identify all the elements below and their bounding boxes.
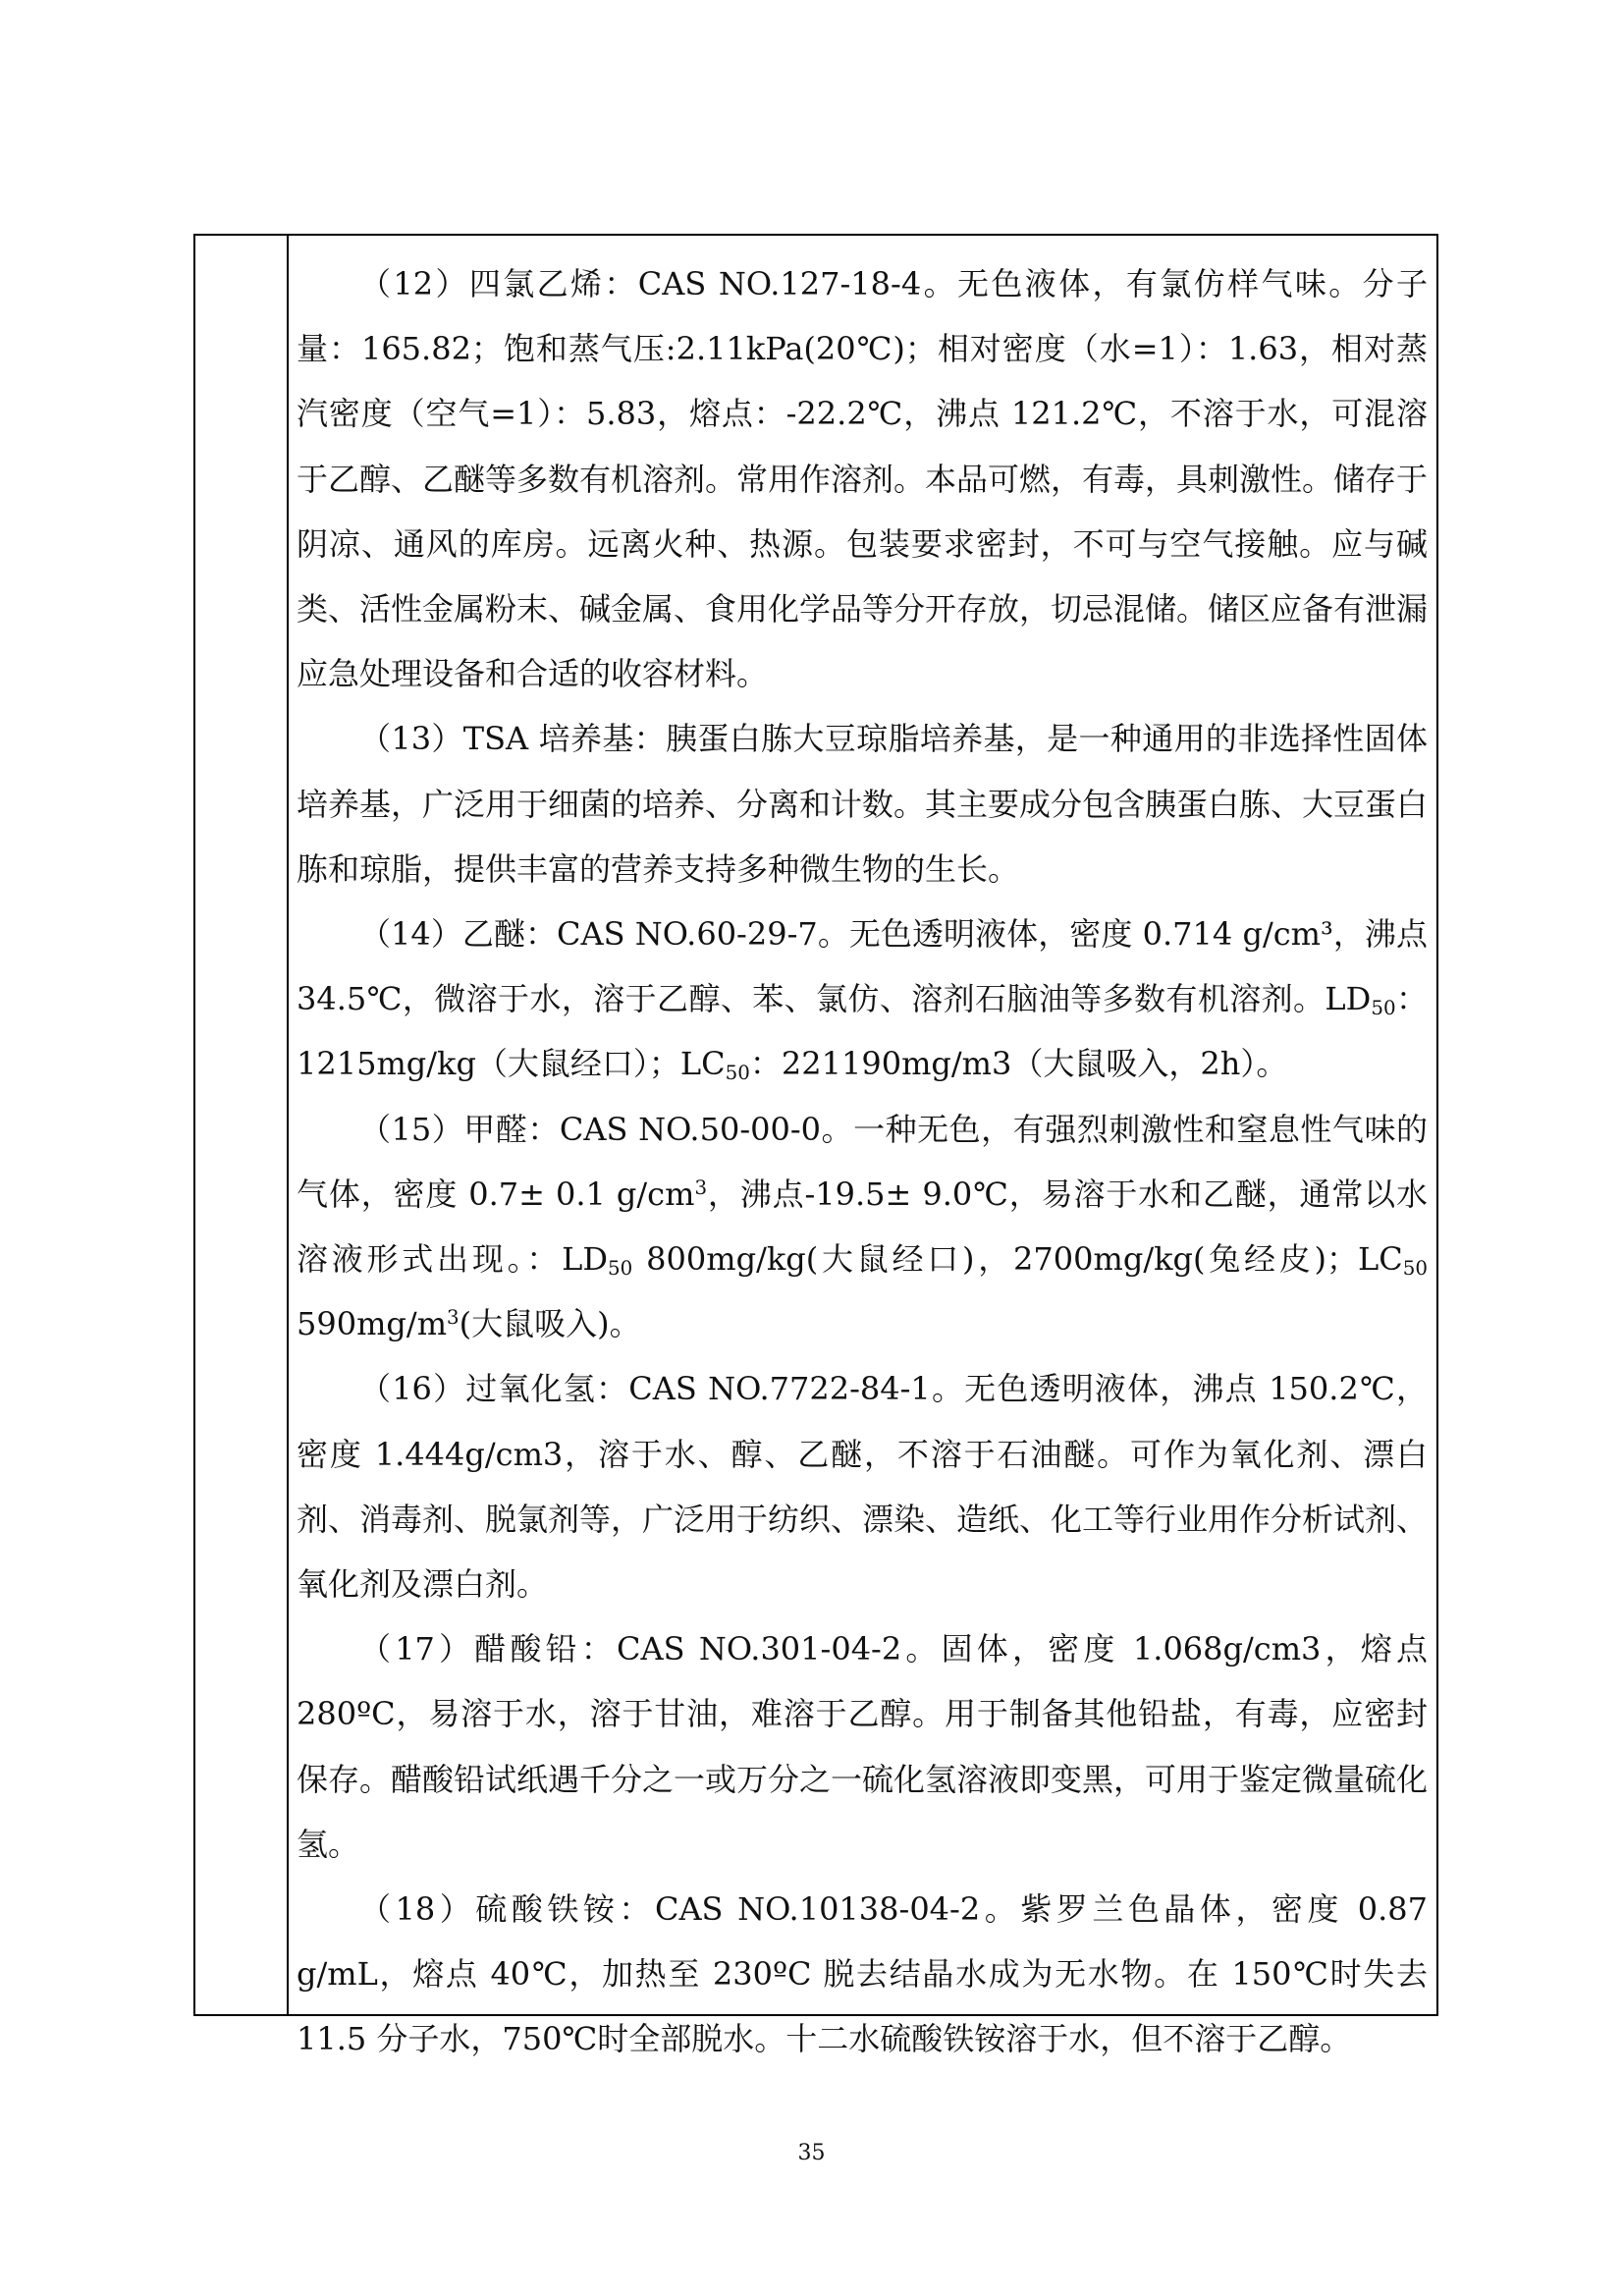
formaldehyde-lc-subscript: 50 [1402,1257,1428,1280]
paragraph-hydrogen-peroxide: （16）过氧化氢：CAS NO.7722-84-1。无色透明液体，沸点 150.2℃，密度 1.444g/cm3，溶于水、醇、乙醚，不溶于石油醚。可作为氧化剂、漂白剂、消毒剂、脱氯剂等，广泛用于纺织、漂染、造纸、化工等行业用作分析试剂、氧化剂及漂白剂。 [297,1370,1429,1604]
formaldehyde-density-superscript: 3 [694,1175,708,1199]
paragraph-ferric-ammonium-sulfate: （18）硫酸铁铵：CAS NO.10138-04-2。紫罗兰色晶体，密度 0.87 g/mL，熔点 40℃，加热至 230ºC 脱去结晶水成为无水物。在 150℃时失去 11.5 分子水，750℃时全部脱水。十二水硫酸铁铵溶于水，但不溶于乙醇。 [297,1890,1428,2058]
table-cell-content [297,251,1428,2072]
paragraph-lead-acetate: （17）醋酸铅：CAS NO.301-04-2。固体，密度 1.068g/cm3，熔点 280ºC，易溶于水，溶于甘油，难溶于乙醇。用于制备其他铅盐，有毒，应密封保存。醋酸铅试纸遇千分之一或万分之一硫化氢溶液即变黑，可用于鉴定微量硫化氢。 [297,1630,1429,1863]
paragraph-ether [297,902,1428,1097]
formaldehyde-text-e: (大鼠吸入)。 [459,1305,641,1343]
ether-ld-subscript: 50 [1371,997,1396,1020]
formaldehyde-text-d: 590mg/m [297,1305,448,1343]
ether-lc-subscript: 50 [725,1062,750,1085]
page-number: 35 [797,2141,826,2165]
ether-text-b: ：1215mg/kg（大鼠经口）；LC [297,980,1428,1083]
formaldehyde-volume-superscript: 3 [447,1306,460,1330]
formaldehyde-text-b: ，沸点-19.5± 9.0℃，易溶于水和乙醚，通常以水溶液形式出现。：LD [297,1175,1428,1279]
paragraph-tsa-medium: （13）TSA 培养基：胰蛋白胨大豆琼脂培养基，是一种通用的非选择性固体培养基，广泛用于细菌的培养、分离和计数。其主要成分包含胰蛋白胨、大豆蛋白胨和琼脂，提供丰富的营养支持多种微生物的生长。 [297,720,1429,888]
ether-text-c: ：221190mg/m3（大鼠吸入，2h）。 [749,1045,1288,1083]
table-column-divider [287,234,289,2016]
paragraph-tetrachloroethylene: （12）四氯乙烯：CAS NO.127-18-4。无色液体，有氯仿样气味。分子量：165.82；饱和蒸气压:2.11kPa(20℃)；相对密度（水=1）：1.63，相对蒸汽密度（空气=1）：5.83，熔点：-22.2℃，沸点 121.2℃，不溶于水，可混溶于乙醇、乙醚等多数有机溶剂。常用作溶剂。本品可燃，有毒，具刺激性。储存于阴凉、通风的库房。远离火种、热源。包装要求密封，不可与空气接触。应与碱类、活性金属粉末、碱金属、食用化学品等分开存放，切忌混储。储区应备有泄漏应急处理设备和合适的收容材料。 [297,265,1429,693]
ether-text-a: （14）乙醚：CAS NO.60-29-7。无色透明液体，密度 0.714 g/cm³，沸点 34.5℃，微溶于水，溶于乙醇、苯、氯仿、溶剂石脑油等多数有机溶剂。LD [297,915,1428,1018]
paragraph-formaldehyde [297,1097,1428,1357]
formaldehyde-text-a: （15）甲醛：CAS NO.50-00-0。一种无色，有强烈刺激性和窒息性气味的气体，密度 0.7± 0.1 g/cm [297,1110,1428,1213]
formaldehyde-ld-subscript: 50 [608,1257,633,1280]
formaldehyde-text-c: 800mg/kg(大鼠经口)，2700mg/kg(兔经皮)；LC [632,1240,1403,1279]
